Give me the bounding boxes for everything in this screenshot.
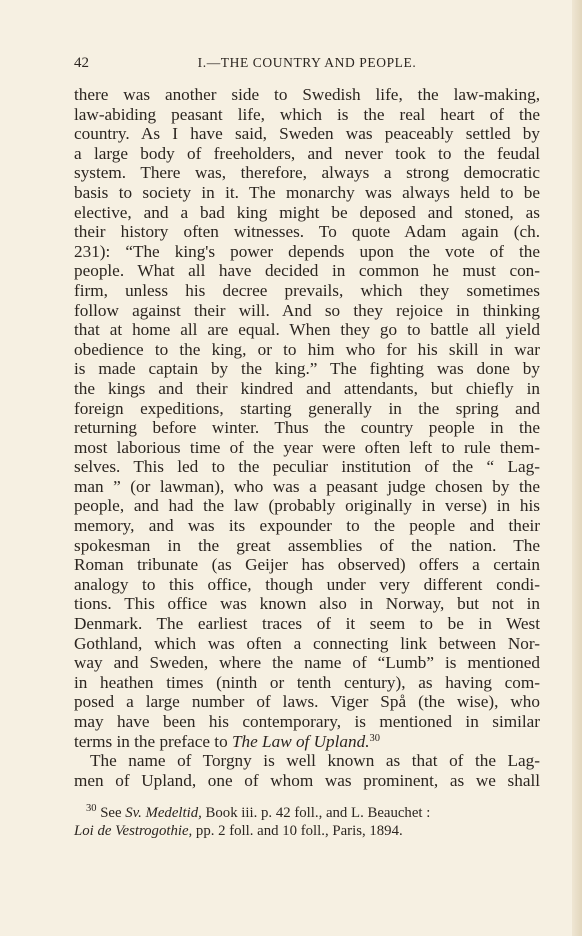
footnote-italic-title: Sv. Medeltid, <box>125 805 202 821</box>
text-line: memory, and was its expounder to the people and their <box>74 516 540 536</box>
footnote-line <box>74 822 540 840</box>
text-line: Gothland, which was often a connecting link between Nor- <box>74 633 540 653</box>
text-line: posed a large number of laws. Viger Spå (the wise), who <box>74 692 540 712</box>
text-line: most laborious time of the year were often left to rule them- <box>74 437 540 457</box>
text-line: people, and had the law (probably originally in verse) in his <box>74 496 540 516</box>
text-line: men of Upland, one of whom was prominent, as we shall <box>74 770 540 790</box>
text-segment: terms in the preface to <box>74 731 232 751</box>
footnote-number: 30 <box>86 803 97 814</box>
footnote-italic-title: Loi de Vestrogothie, <box>74 823 193 839</box>
text-line: Roman tribunate (as Geijer has observed) offers a certain <box>74 555 540 575</box>
page-number: 42 <box>74 55 89 71</box>
text-line: spokesman in the great assemblies of the nation. The <box>74 535 540 555</box>
footnote-text: See <box>96 805 126 821</box>
text-line: law-abiding peasant life, which is the real heart of the <box>74 104 540 124</box>
text-line: country. As I have said, Sweden was peaceably settled by <box>74 124 540 144</box>
text-line: tions. This office was known also in Norway, but not in <box>74 594 540 614</box>
italic-title: The Law of Upland. <box>231 731 370 751</box>
body-text <box>74 85 540 790</box>
text-line: follow against their will. And so they rejoice in thinking <box>74 300 540 320</box>
page-edge-shadow <box>572 0 582 936</box>
text-line: a large body of freeholders, and never took to the feudal <box>74 143 540 163</box>
text-line: their history often witnesses. To quote Adam again (ch. <box>74 222 540 242</box>
text-line: in heathen times (ninth or tenth century), as having com- <box>74 672 540 692</box>
text-line: returning before winter. Thus the country people in the <box>74 418 540 438</box>
text-line: Denmark. The earliest traces of it seem to be in West <box>74 614 540 634</box>
text-line-paragraph-end <box>74 732 540 752</box>
footnote-reference: 30 <box>369 732 380 744</box>
text-line: that at home all are equal. When they go to battle all yield <box>74 320 540 340</box>
text-line: basis to society in it. The monarchy was always held to be <box>74 182 540 202</box>
text-line: foreign expeditions, starting generally in the spring and <box>74 398 540 418</box>
footnote-text: Book iii. p. 42 foll., and L. Beauchet : <box>201 805 431 821</box>
text-line: selves. This led to the peculiar institution of the “ Lag- <box>74 457 540 477</box>
text-line: 231): “The king's power depends upon the vote of the <box>74 241 540 261</box>
footnote-line <box>74 804 540 822</box>
text-line: system. There was, therefore, always a strong democratic <box>74 163 540 183</box>
text-line: there was another side to Swedish life, the law-making, <box>74 85 540 104</box>
text-line: may have been his contemporary, is mentioned in similar <box>74 712 540 731</box>
text-line: is made captain by the king.” The fighting was done by <box>74 359 540 379</box>
text-line: elective, and a bad king might be deposed and stoned, as <box>74 202 540 222</box>
footnote <box>74 804 540 840</box>
text-line: people. What all have decided in common he must con- <box>74 261 540 281</box>
text-line: analogy to this office, though under very different condi- <box>74 574 540 594</box>
text-line: the kings and their kindred and attendants, but chiefly in <box>74 378 540 398</box>
running-head: I.—THE COUNTRY AND PEOPLE. <box>197 55 417 70</box>
page-header <box>74 55 540 75</box>
footnote-text: pp. 2 foll. and 10 foll., Paris, 1894. <box>192 823 403 839</box>
text-line-paragraph-start: The name of Torgny is well known as that of the Lag- <box>90 751 540 771</box>
text-line: firm, unless his decree prevails, which they sometimes <box>74 280 540 300</box>
text-line: way and Sweden, where the name of “Lumb” is mentioned <box>74 653 540 673</box>
text-line: man ” (or lawman), who was a peasant judge chosen by the <box>74 476 540 496</box>
text-line: obedience to the king, or to him who for his skill in war <box>74 339 540 359</box>
